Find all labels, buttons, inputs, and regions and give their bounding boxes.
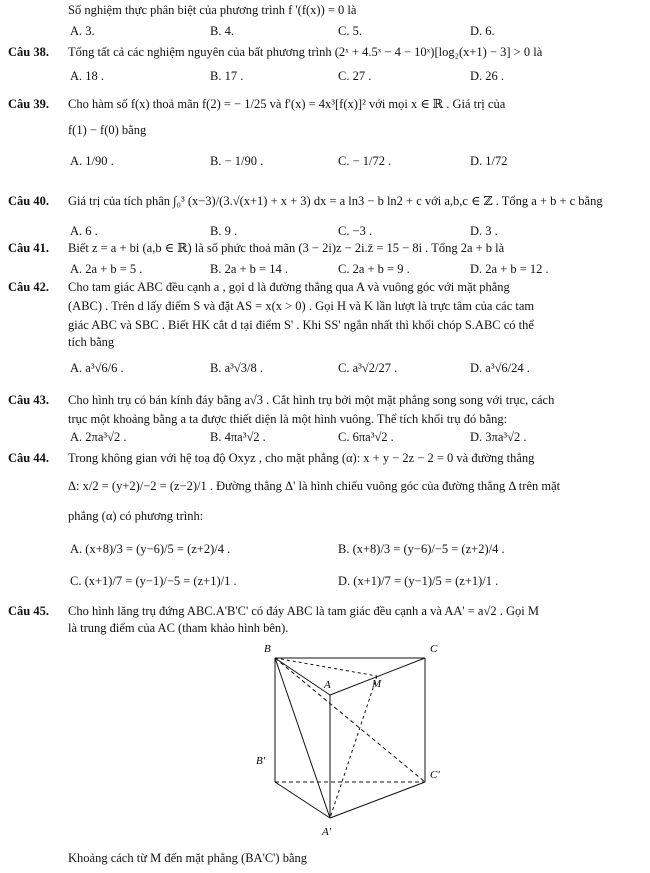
question-40-text: Giá trị của tích phân ∫₀³ (x−3)/(3.√(x+1) + x + 3) dx = a ln3 − b ln2 + c với a,b,c ∈ ℤ . Tổng a + b + c bằng [68, 194, 603, 208]
q40-option-c: C. −3 . [338, 224, 373, 238]
label-c-prime: C' [430, 769, 440, 781]
label-b-prime: B' [256, 755, 266, 767]
question-44-label: Câu 44. [8, 451, 49, 465]
option-a: A. 3. [70, 24, 95, 38]
label-c: C [430, 643, 438, 655]
question-42-line-1: Cho tam giác ABC đều cạnh a , gọi d là đường thẳng qua A và vuông góc với mặt phẳng [68, 280, 510, 294]
option-d: D. 6. [470, 24, 495, 38]
q38-option-a: A. 18 . [70, 69, 105, 83]
label-m: M [372, 678, 382, 690]
q40-option-a: A. 6 . [70, 224, 98, 238]
question-41-text: Biết z = a + bi (a,b ∈ ℝ) là số phức thoả mãn (3 − 2i)z − 2i.z̄ = 15 − 8i . Tổng 2a + b là [68, 241, 505, 255]
q39-option-b: B. − 1/90 . [210, 154, 264, 168]
q44-option-c: C. (x+1)/7 = (y−1)/−5 = (z+1)/1 . [70, 574, 237, 588]
question-42-line-2: (ABC) . Trên d lấy điểm S và đặt AS = x(x > 0) . Gọi H và K lần lượt là trực tâm của các tam [68, 299, 535, 313]
q42-option-b: B. a³√3/8 . [210, 361, 263, 375]
q38-option-d: D. 26 . [470, 69, 505, 83]
question-43-line-1: Cho hình trụ có bán kính đáy bằng a√3 . Cắt hình trụ bởi một mặt phẳng song song với trục, cách [68, 393, 555, 407]
question-39-label: Câu 39. [8, 97, 49, 111]
q38-option-b: B. 17 . [210, 69, 244, 83]
q43-option-a: A. 2πa³√2 . [70, 430, 127, 444]
question-41-label: Câu 41. [8, 241, 49, 255]
q41-option-b: B. 2a + b = 14 . [210, 262, 288, 276]
question-42-line-4: tích bằng [68, 335, 115, 349]
q39-option-a: A. 1/90 . [70, 154, 114, 168]
q39-option-d: D. 1/72 [470, 154, 508, 168]
option-b: B. 4. [210, 24, 234, 38]
q38-option-c: C. 27 . [338, 69, 372, 83]
question-38-text: Tổng tất cả các nghiệm nguyên của bất phương trình (2ˣ + 4.5ˣ − 4 − 10ˣ)[log₂(x+1) − 3] > 0 là [68, 45, 543, 59]
q43-option-b: B. 4πa³√2 . [210, 430, 266, 444]
q43-option-d: D. 3πa³√2 . [470, 430, 527, 444]
q44-option-b: B. (x+8)/3 = (y−6)/−5 = (z+2)/4 . [338, 542, 505, 556]
q41-option-c: C. 2a + b = 9 . [338, 262, 410, 276]
q44-option-d: D. (x+1)/7 = (y−1)/5 = (z+1)/1 . [338, 574, 499, 588]
question-43-line-2: trục một khoảng bằng a ta được thiết diện là một hình vuông. Thể tích khối trụ đó bằng: [68, 412, 508, 426]
label-b: B [264, 643, 271, 655]
q44-option-a: A. (x+8)/3 = (y−6)/5 = (z+2)/4 . [70, 542, 231, 556]
q41-option-a: A. 2a + b = 5 . [70, 262, 143, 276]
label-a: A [324, 679, 331, 691]
q41-option-d: D. 2a + b = 12 . [470, 262, 549, 276]
question-45-line-2: là trung điểm của AC (tham khảo hình bên). [68, 621, 289, 635]
q42-option-d: D. a³√6/24 . [470, 361, 530, 375]
question-42-label: Câu 42. [8, 280, 49, 294]
question-45-line-1: Cho hình lăng trụ đứng ABC.A'B'C' có đáy ABC là tam giác đều cạnh a và AA' = a√2 . Gọi M [68, 604, 539, 618]
label-a-prime: A' [322, 826, 332, 838]
question-42-line-3: giác ABC và SBC . Biết HK cắt d tại điểm S' . Khi SS' ngắn nhất thì khối chóp S.ABC có thể [68, 318, 534, 332]
question-45-question: Khoảng cách từ M đến mặt phẳng (BA'C') bằng [68, 851, 308, 865]
option-c: C. 5. [338, 24, 362, 38]
intro-text: Số nghiệm thực phân biệt của phương trình f '(f(x)) = 0 là [68, 3, 357, 17]
question-44-line-2: Δ: x/2 = (y+2)/−2 = (z−2)/1 . Đường thẳng Δ' là hình chiếu vuông góc của đường thẳng Δ trên mặt [68, 479, 561, 493]
q40-option-d: D. 3 . [470, 224, 498, 238]
question-43-label: Câu 43. [8, 393, 49, 407]
question-44-line-1: Trong không gian với hệ toạ độ Oxyz , cho mặt phẳng (α): x + y − 2z − 2 = 0 và đường thẳng [68, 451, 535, 465]
q43-option-c: C. 6πa³√2 . [338, 430, 394, 444]
question-39-text2: f(1) − f(0) bằng [68, 123, 147, 137]
q42-option-a: A. a³√6/6 . [70, 361, 124, 375]
question-45-label: Câu 45. [8, 604, 49, 618]
question-40-label: Câu 40. [8, 194, 49, 208]
prism-figure [250, 640, 470, 840]
question-39-text: Cho hàm số f(x) thoả mãn f(2) = − 1/25 và f'(x) = 4x³[f(x)]² với mọi x ∈ ℝ . Giá trị của [68, 97, 506, 111]
q40-option-b: B. 9 . [210, 224, 238, 238]
question-44-line-3: phẳng (α) có phương trình: [68, 509, 204, 523]
q42-option-c: C. a³√2/27 . [338, 361, 398, 375]
question-38-label: Câu 38. [8, 45, 49, 59]
q39-option-c: C. − 1/72 . [338, 154, 392, 168]
